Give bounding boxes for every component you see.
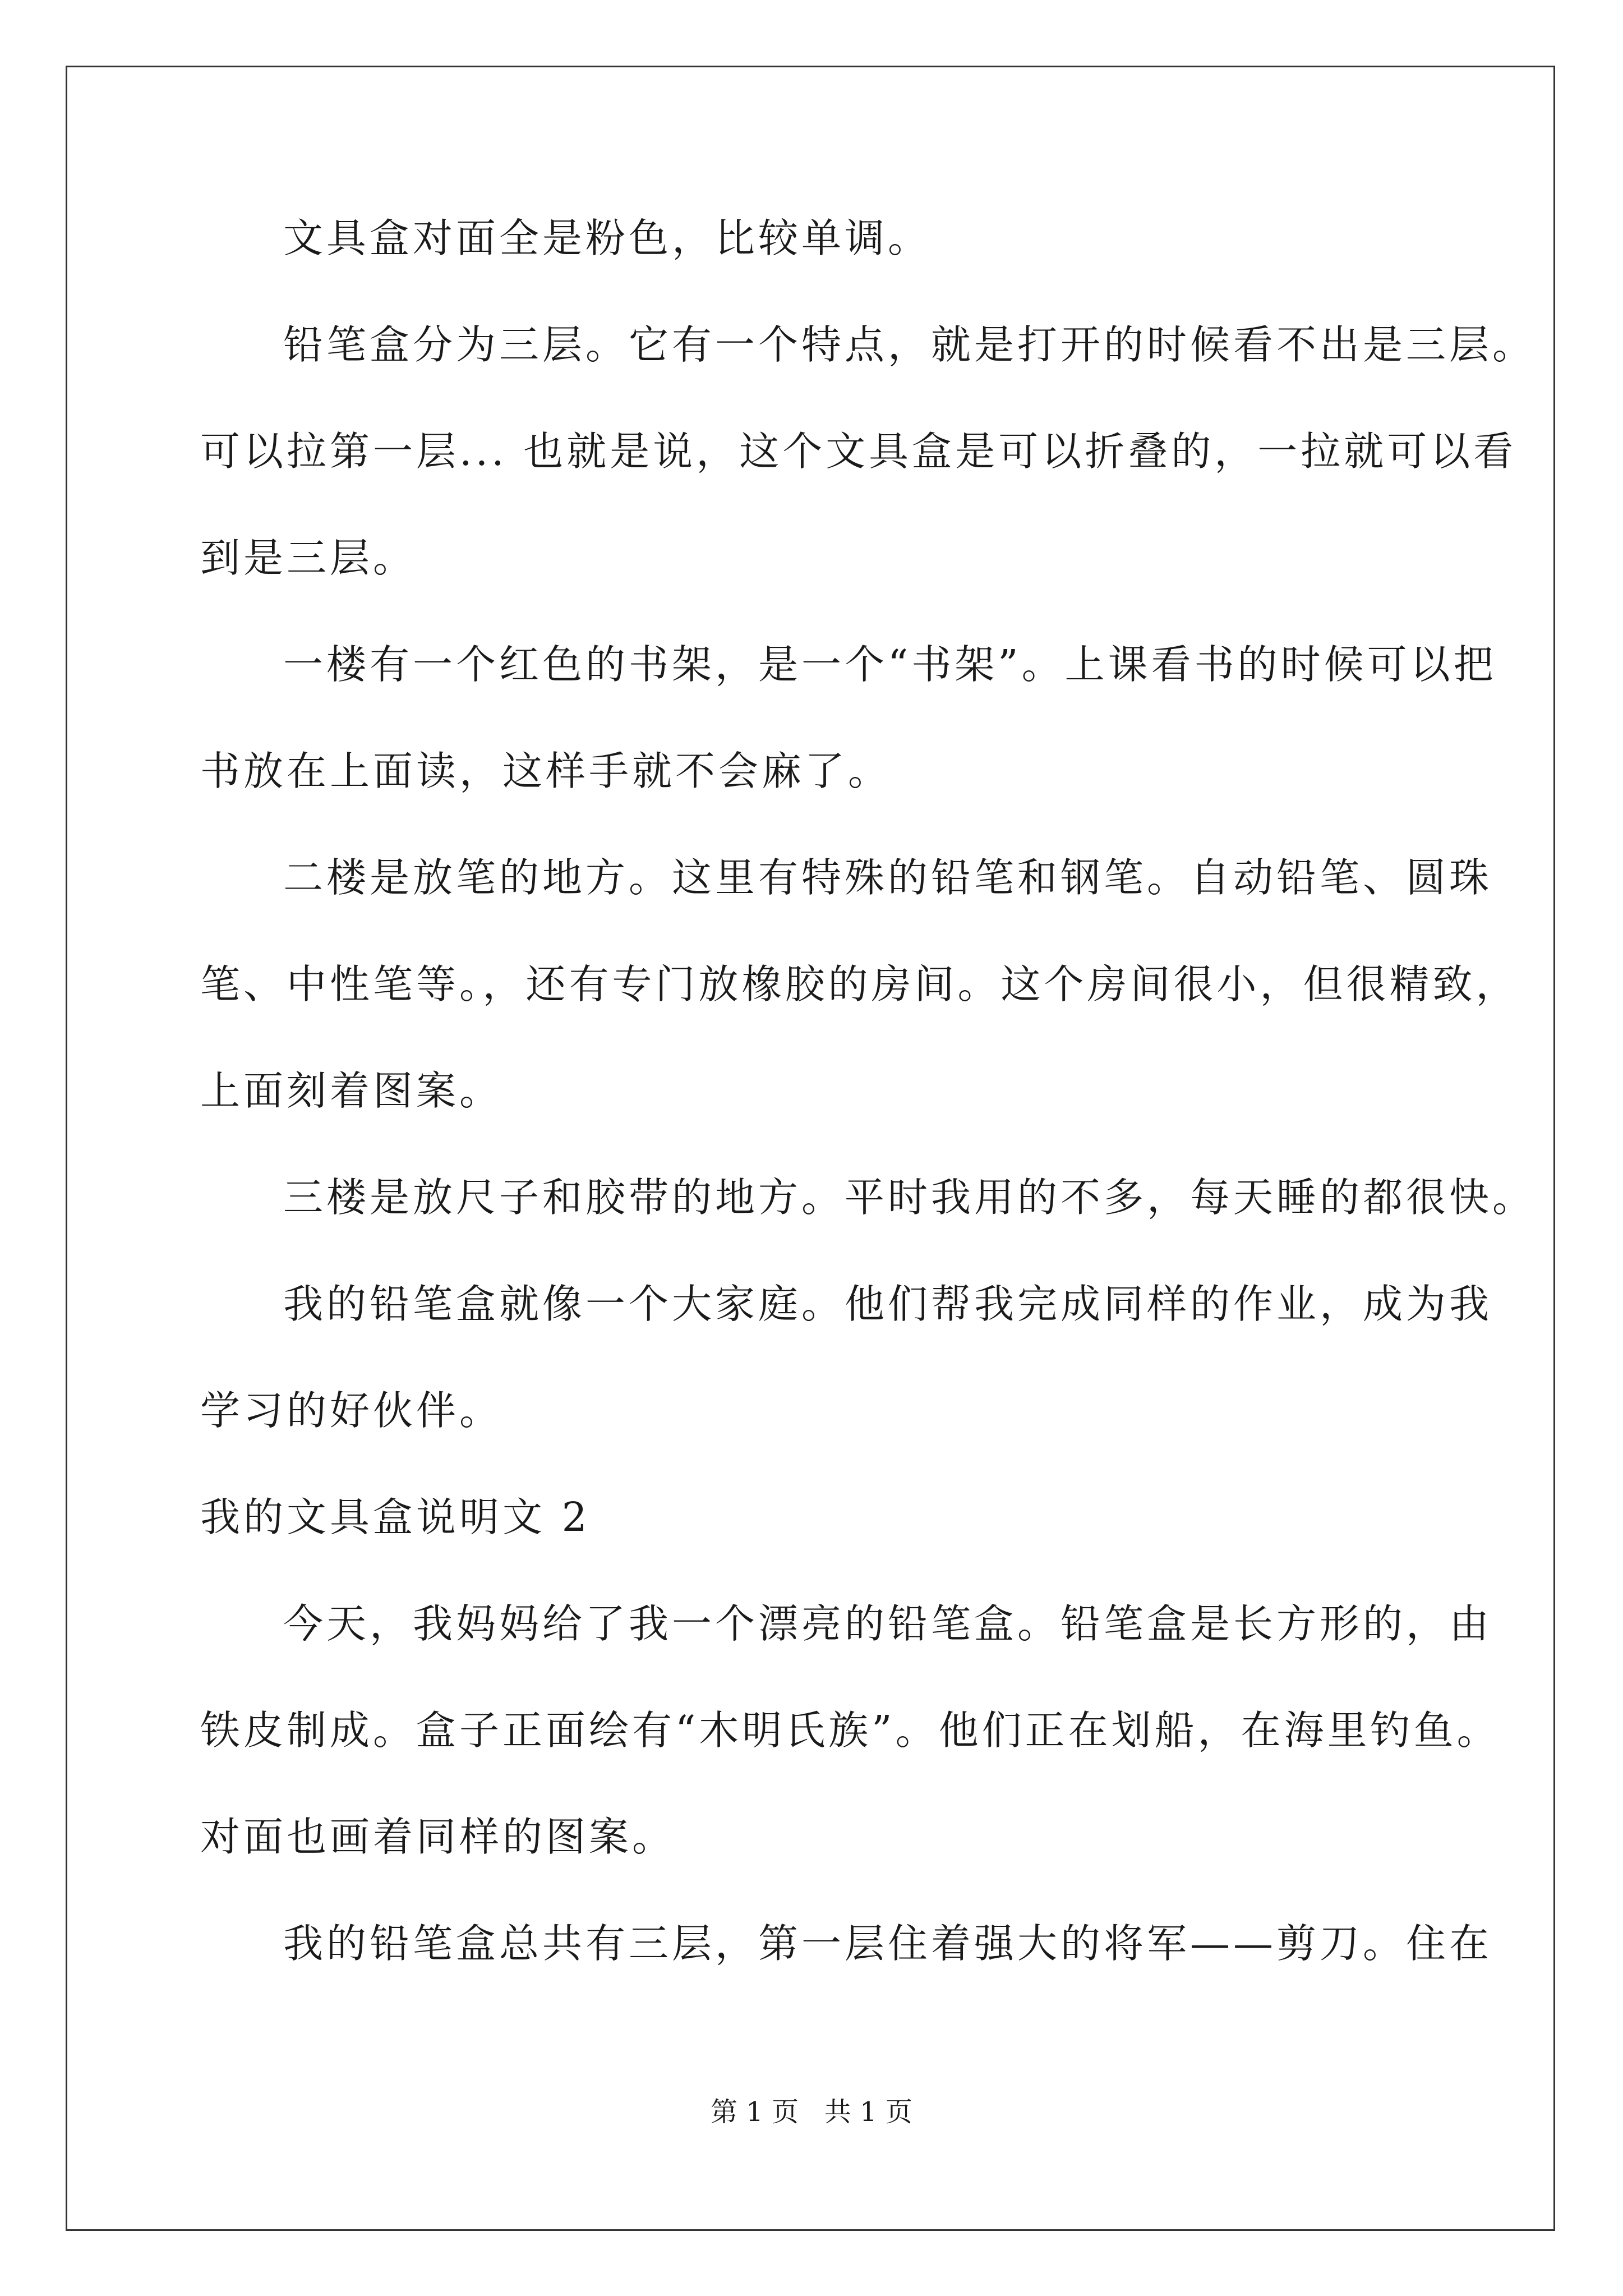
text-line: 今天，我妈妈给了我一个漂亮的铅笔盒。铅笔盒是长方形的，由 <box>283 1600 1493 1647</box>
text-line: 文具盒对面全是粉色，比较单调。 <box>283 215 932 261</box>
text-line: 我的铅笔盒就像一个大家庭。他们帮我完成同样的作业，成为我 <box>283 1281 1493 1327</box>
text-line: 三楼是放尺子和胶带的地方。平时我用的不多，每天睡的都很快。 <box>283 1174 1536 1221</box>
page-frame <box>66 66 1555 2231</box>
text-line: 铅笔盒分为三层。它有一个特点，就是打开的时候看不出是三层。 <box>283 321 1536 368</box>
text-line: 我的铅笔盒总共有三层，第一层住着强大的将军——剪刀。住在 <box>283 1920 1493 1967</box>
text-line: 到是三层。 <box>200 535 417 581</box>
text-line: 对面也画着同样的图案。 <box>200 1814 676 1860</box>
section-heading: 我的文具盒说明文 2 <box>200 1494 591 1540</box>
text-line: 上面刻着图案。 <box>200 1068 503 1114</box>
text-line: 学习的好伙伴。 <box>200 1387 503 1434</box>
text-line: 笔、中性笔等。，还有专门放橡胶的房间。这个房间很小，但很精致， <box>200 961 1519 1007</box>
page-footer: 第 1 页 共 1 页 <box>711 2096 912 2128</box>
text-line: 可以拉第一层... 也就是说，这个文具盒是可以折叠的，一拉就可以看 <box>200 428 1517 475</box>
text-line: 铁皮制成。盒子正面绘有“木明氏族”。他们正在划船，在海里钓鱼。 <box>200 1707 1500 1754</box>
text-line: 二楼是放笔的地方。这里有特殊的铅笔和钢笔。自动铅笔、圆珠 <box>283 854 1493 901</box>
text-line: 书放在上面读，这样手就不会麻了。 <box>200 748 892 794</box>
text-line: 一楼有一个红色的书架，是一个“书架”。上课看书的时候可以把 <box>283 641 1497 688</box>
